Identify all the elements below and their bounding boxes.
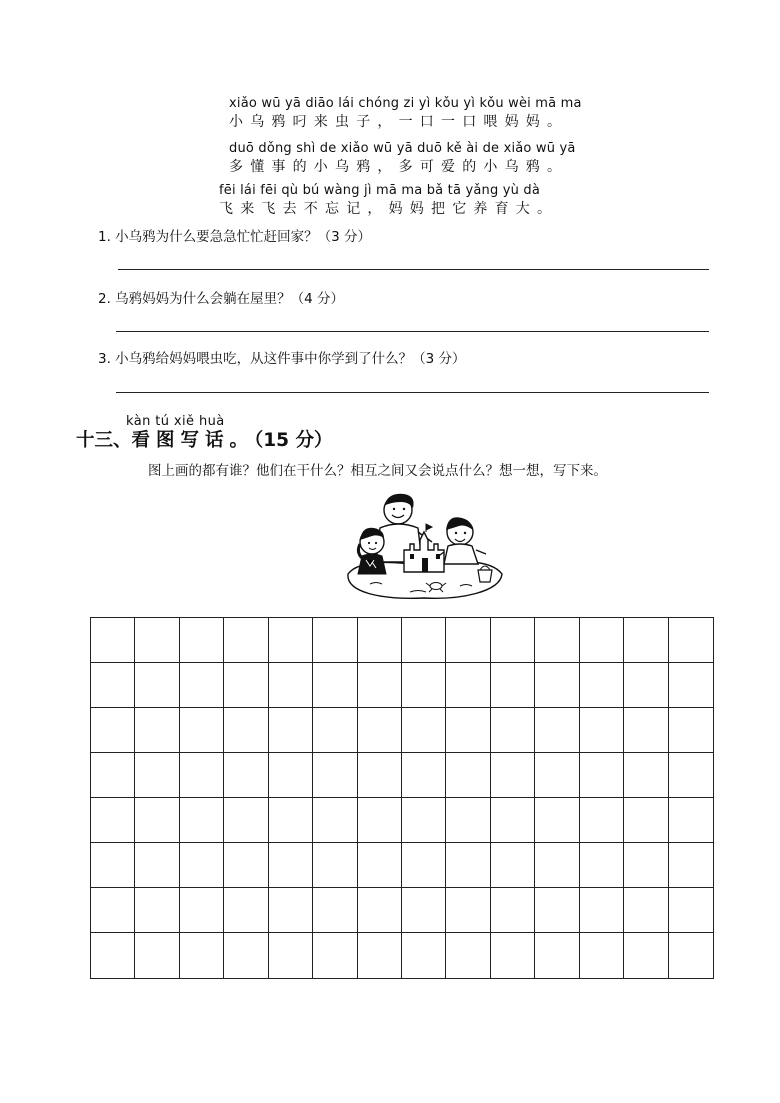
grid-cell[interactable]: [358, 843, 402, 888]
grid-cell[interactable]: [91, 933, 135, 978]
grid-cell[interactable]: [224, 618, 268, 663]
grid-cell[interactable]: [446, 933, 490, 978]
grid-cell[interactable]: [446, 843, 490, 888]
grid-cell[interactable]: [135, 933, 179, 978]
grid-cell[interactable]: [313, 798, 357, 843]
grid-cell[interactable]: [491, 888, 535, 933]
section-13-prompt: 图上画的都有谁？他们在干什么？相互之间又会说点什么？想一想，写下来。: [148, 463, 607, 479]
grid-cell[interactable]: [91, 708, 135, 753]
grid-cell[interactable]: [91, 798, 135, 843]
grid-cell[interactable]: [269, 933, 313, 978]
grid-cell[interactable]: [402, 843, 446, 888]
grid-cell[interactable]: [91, 753, 135, 798]
grid-cell[interactable]: [535, 888, 579, 933]
grid-cell[interactable]: [180, 708, 224, 753]
grid-cell[interactable]: [624, 798, 668, 843]
grid-cell[interactable]: [402, 708, 446, 753]
grid-cell[interactable]: [580, 708, 624, 753]
grid-cell[interactable]: [269, 843, 313, 888]
grid-cell[interactable]: [669, 708, 713, 753]
grid-cell[interactable]: [269, 798, 313, 843]
section-13-number: 十三、: [76, 430, 132, 451]
grid-cell[interactable]: [135, 753, 179, 798]
section-13-title-pinyin: kàn tú xiě huà: [126, 414, 225, 429]
poem-line-3-hanzi: 飞来飞去不忘记，妈妈把它养育大。: [219, 201, 559, 217]
grid-cell[interactable]: [269, 708, 313, 753]
grid-cell[interactable]: [180, 798, 224, 843]
grid-cell[interactable]: [358, 708, 402, 753]
grid-cell[interactable]: [180, 888, 224, 933]
grid-cell[interactable]: [224, 888, 268, 933]
grid-cell[interactable]: [580, 843, 624, 888]
grid-cell[interactable]: [313, 843, 357, 888]
grid-cell[interactable]: [580, 888, 624, 933]
poem-line-3-pinyin: fēi lái fēi qù bú wàng jì mā ma bǎ tā yǎng yù dà: [219, 183, 541, 198]
answer-line-2[interactable]: [116, 331, 709, 332]
grid-cell[interactable]: [446, 888, 490, 933]
grid-cell[interactable]: [91, 618, 135, 663]
grid-cell[interactable]: [491, 753, 535, 798]
grid-cell[interactable]: [135, 663, 179, 708]
grid-cell[interactable]: [535, 798, 579, 843]
answer-line-1[interactable]: [118, 269, 709, 270]
grid-cell[interactable]: [224, 753, 268, 798]
grid-cell[interactable]: [358, 663, 402, 708]
section-13-points: （15 分）: [254, 430, 333, 451]
poem-line-1-hanzi: 小乌鸦叼来虫子，一口一口喂妈妈。: [229, 114, 569, 130]
grid-cell[interactable]: [358, 933, 402, 978]
grid-cell[interactable]: [624, 708, 668, 753]
grid-cell[interactable]: [180, 618, 224, 663]
grid-cell[interactable]: [669, 663, 713, 708]
grid-cell[interactable]: [180, 753, 224, 798]
grid-cell[interactable]: [535, 753, 579, 798]
grid-cell[interactable]: [91, 663, 135, 708]
grid-cell[interactable]: [624, 843, 668, 888]
grid-cell[interactable]: [669, 618, 713, 663]
grid-cell[interactable]: [580, 933, 624, 978]
grid-cell[interactable]: [624, 663, 668, 708]
grid-cell[interactable]: [535, 708, 579, 753]
grid-cell[interactable]: [491, 708, 535, 753]
grid-cell[interactable]: [358, 798, 402, 843]
grid-cell[interactable]: [135, 843, 179, 888]
poem-line-2-hanzi: 多懂事的小乌鸦，多可爱的小乌鸦。: [229, 159, 569, 175]
grid-cell[interactable]: [669, 933, 713, 978]
grid-cell[interactable]: [624, 933, 668, 978]
question-1: 1. 小乌鸦为什么要急急忙忙赶回家？（3 分）: [98, 229, 372, 245]
grid-cell[interactable]: [669, 843, 713, 888]
grid-cell[interactable]: [535, 933, 579, 978]
grid-cell[interactable]: [535, 663, 579, 708]
grid-cell[interactable]: [313, 753, 357, 798]
grid-cell[interactable]: [358, 888, 402, 933]
poem-line-2-pinyin: duō dǒng shì de xiǎo wū yā duō kě ài de xiǎo wū yā: [229, 141, 576, 156]
poem-line-3: [0, 183, 780, 227]
section-13-heading: [76, 426, 332, 452]
grid-cell[interactable]: [313, 708, 357, 753]
grid-cell[interactable]: [313, 618, 357, 663]
grid-cell[interactable]: [224, 933, 268, 978]
grid-cell[interactable]: [402, 663, 446, 708]
grid-cell[interactable]: [91, 843, 135, 888]
poem-line-1: [0, 96, 780, 140]
grid-cell[interactable]: [269, 618, 313, 663]
grid-cell[interactable]: [402, 888, 446, 933]
grid-cell[interactable]: [402, 618, 446, 663]
grid-cell[interactable]: [224, 663, 268, 708]
writing-grid[interactable]: [90, 617, 714, 979]
grid-cell[interactable]: [402, 798, 446, 843]
grid-cell[interactable]: [358, 753, 402, 798]
grid-cell[interactable]: [669, 798, 713, 843]
grid-cell[interactable]: [446, 708, 490, 753]
grid-cell[interactable]: [535, 618, 579, 663]
grid-cell[interactable]: [669, 888, 713, 933]
sandcastle-family-illustration: [340, 488, 508, 606]
grid-cell[interactable]: [491, 933, 535, 978]
grid-cell[interactable]: [180, 843, 224, 888]
grid-cell[interactable]: [135, 888, 179, 933]
grid-cell[interactable]: [402, 933, 446, 978]
grid-cell[interactable]: [580, 618, 624, 663]
grid-cell[interactable]: [624, 618, 668, 663]
grid-cell[interactable]: [91, 888, 135, 933]
grid-cell[interactable]: [624, 888, 668, 933]
grid-cell[interactable]: [269, 888, 313, 933]
grid-cell[interactable]: [313, 888, 357, 933]
grid-cell[interactable]: [224, 798, 268, 843]
grid-cell[interactable]: [224, 843, 268, 888]
grid-cell[interactable]: [446, 798, 490, 843]
grid-cell[interactable]: [269, 753, 313, 798]
grid-cell[interactable]: [135, 798, 179, 843]
grid-cell[interactable]: [446, 753, 490, 798]
grid-cell[interactable]: [313, 933, 357, 978]
poem-line-1-pinyin: xiǎo wū yā diāo lái chóng zi yì kǒu yì kǒu wèi mā ma: [229, 96, 582, 111]
grid-cell[interactable]: [313, 663, 357, 708]
grid-cell[interactable]: [580, 663, 624, 708]
question-2: 2. 乌鸦妈妈为什么会躺在屋里？（4 分）: [98, 291, 345, 307]
grid-cell[interactable]: [402, 753, 446, 798]
grid-cell[interactable]: [491, 663, 535, 708]
grid-cell[interactable]: [446, 618, 490, 663]
grid-cell[interactable]: [491, 618, 535, 663]
grid-cell[interactable]: [446, 663, 490, 708]
grid-cell[interactable]: [135, 708, 179, 753]
grid-cell[interactable]: [180, 663, 224, 708]
section-13-title: 看图写话。: [131, 430, 255, 451]
grid-cell[interactable]: [491, 798, 535, 843]
grid-cell[interactable]: [224, 708, 268, 753]
grid-cell[interactable]: [180, 933, 224, 978]
grid-cell[interactable]: [358, 618, 402, 663]
grid-cell[interactable]: [269, 663, 313, 708]
grid-cell[interactable]: [624, 753, 668, 798]
grid-cell[interactable]: [669, 753, 713, 798]
grid-cell[interactable]: [535, 843, 579, 888]
grid-cell[interactable]: [135, 618, 179, 663]
grid-cell[interactable]: [580, 753, 624, 798]
question-3: 3. 小乌鸦给妈妈喂虫吃，从这件事中你学到了什么？（3 分）: [98, 351, 466, 367]
grid-cell[interactable]: [580, 798, 624, 843]
grid-cell[interactable]: [491, 843, 535, 888]
poem-line-2: [0, 141, 780, 185]
answer-line-3[interactable]: [116, 392, 709, 393]
